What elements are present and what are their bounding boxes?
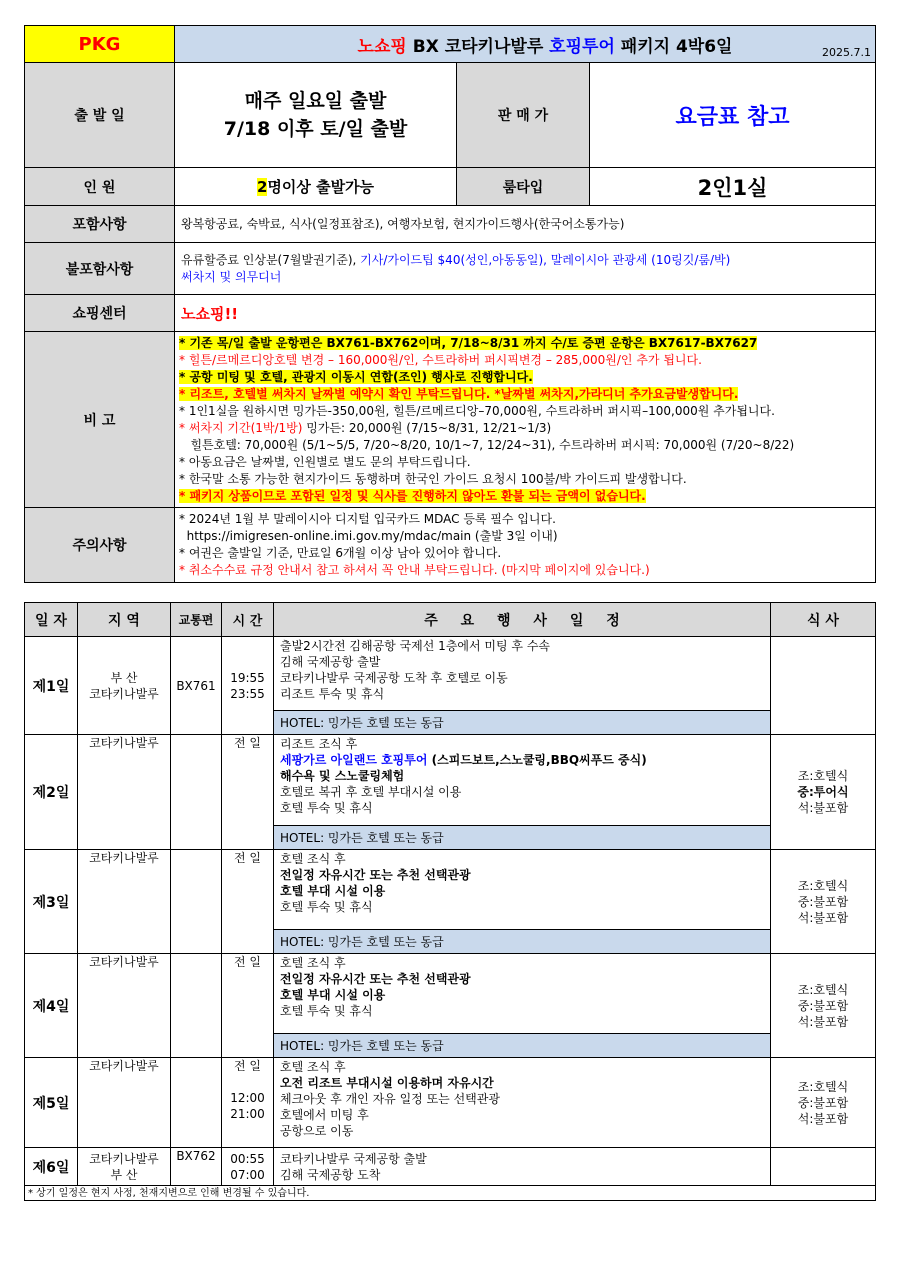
exclude-label: 불포함사항 (25, 243, 175, 295)
day6-row (25, 1148, 876, 1186)
day2-flight (171, 735, 222, 850)
day5-times: 전 일 12:00 21:00 (222, 1058, 274, 1148)
shop-value: 노쇼핑!! (175, 295, 876, 332)
room-value: 2인1실 (590, 168, 876, 206)
include-label: 포함사항 (25, 206, 175, 243)
day6-times: 00:55 07:00 (222, 1148, 274, 1186)
day1-region: 부 산 코타키나발루 (78, 637, 171, 735)
remarks-value (175, 332, 876, 508)
package-title (175, 32, 875, 57)
caution-label: 주의사항 (25, 508, 175, 583)
day3-row (25, 850, 876, 930)
day2-time: 전 일 (222, 735, 274, 850)
price-label: 판 매 가 (457, 63, 590, 168)
day3-flight (171, 850, 222, 954)
room-label: 룸타입 (457, 168, 590, 206)
day4-flight (171, 954, 222, 1058)
day2-row (25, 735, 876, 826)
pkg-label: PKG (25, 26, 175, 63)
day5-label: 제5일 (25, 1058, 78, 1148)
shop-label: 쇼핑센터 (25, 295, 175, 332)
day5-row (25, 1058, 876, 1148)
day1-flight: BX761 (171, 637, 222, 735)
exclude-surcharge: 써차지 및 의무디너 (181, 269, 282, 284)
day4-row (25, 954, 876, 1034)
depart-line1: 매주 일요일 출발 (244, 90, 387, 112)
day5-flight (171, 1058, 222, 1148)
remark-single-room: * 1인1실을 원하시면 밍가든-350,00원, 힐튼/르메르디앙–70,000원, 수트라하버 퍼시픽–100,000원 추가됩니다. (179, 403, 775, 418)
caution-mdac-link[interactable]: https://imigresen-online.imi.gov.my/mdac/main (출발 3일 이내) (179, 529, 558, 543)
header-itinerary: 주 요 행 사 일 정 (274, 603, 771, 637)
day6-label: 제6일 (25, 1148, 78, 1186)
include-value: 왕복항공료, 숙박료, 식사(일정표참조), 여행자보험, 현지가이드행사(한국어소통가능) (175, 206, 876, 243)
remark-child-fare: * 아동요금은 날짜별, 인원별로 별도 문의 부탁드립니다. (179, 454, 471, 469)
title-main: BX 코타키나발루 (406, 36, 550, 57)
package-info-table (24, 25, 876, 583)
day2-label: 제2일 (25, 735, 78, 850)
header-time: 시 간 (222, 603, 274, 637)
day6-region: 코타키나발루 부 산 (78, 1148, 171, 1186)
header-meal: 식 사 (771, 603, 876, 637)
remark-join: * 공항 미팅 및 호텔, 관광지 이동시 연합(조인) 행사로 진행합니다. (179, 369, 533, 384)
day1-meal (771, 637, 876, 735)
people-value (175, 168, 457, 206)
day1-hotel: HOTEL: 밍가든 호텔 또는 동급 (274, 711, 771, 735)
remark-hotel-change: * 힐튼/르메르디앙호텔 변경 – 160,000원/인, 수트라하버 퍼시픽변경 – 285,000원/인 추가 됩니다. (179, 352, 702, 367)
people-label: 인 원 (25, 168, 175, 206)
day2-region: 코타키나발루 (78, 735, 171, 850)
caution-cancel: * 취소수수료 규정 안내서 참고 하셔서 꼭 안내 부탁드립니다. (마지막 페이지에 있습니다.) (179, 563, 650, 577)
day6-flight: BX762 (171, 1148, 222, 1186)
day2-meal: 조:호텔식 중:투어식 석:불포함 (771, 735, 876, 850)
day3-time: 전 일 (222, 850, 274, 954)
day6-meal (771, 1148, 876, 1186)
day6-itinerary: 코타키나발루 국제공항 출발 김해 국제공항 도착 (274, 1148, 771, 1186)
day4-meal: 조:호텔식 중:불포함 석:불포함 (771, 954, 876, 1058)
day5-meal: 조:호텔식 중:불포함 석:불포함 (771, 1058, 876, 1148)
day4-hotel: HOTEL: 밍가든 호텔 또는 동급 (274, 1034, 771, 1058)
depart-label: 출 발 일 (25, 63, 175, 168)
day1-itinerary: 출발2시간전 김해공항 국제선 1층에서 미팅 후 수속 김해 국제공항 출발 코타키나발루 국제공항 도착 후 호텔로 이동 리조트 투숙 및 휴식 (274, 637, 771, 711)
people-min: 2 (256, 178, 268, 196)
remarks-label: 비 고 (25, 332, 175, 508)
people-rest: 명이상 출발가능 (267, 178, 375, 196)
day2-hotel: HOTEL: 밍가든 호텔 또는 동급 (274, 826, 771, 850)
exclude-fuel: 유류할증료 인상분(7월발권기준), (181, 252, 361, 267)
depart-value (175, 63, 457, 168)
day4-itinerary: 호텔 조식 후 전일정 자유시간 또는 추천 선택관광 호텔 부대 시설 이용 호텔 투숙 및 휴식 (274, 954, 771, 1034)
day4-label: 제4일 (25, 954, 78, 1058)
exclude-value (175, 243, 876, 295)
remark-no-refund: * 패키지 상품이므로 포함된 일정 및 식사를 진행하지 않아도 환불 되는 금액이 없습니다. (179, 488, 646, 503)
day4-time: 전 일 (222, 954, 274, 1058)
schedule-footnote: * 상기 일정은 현지 사정, 천재지변으로 인해 변경될 수 있습니다. (25, 1186, 876, 1201)
remark-guide: * 한국말 소통 가능한 현지가이드 동행하며 한국인 가이드 요청시 100불/박 가이드피 발생합니다. (179, 471, 687, 486)
day3-hotel: HOTEL: 밍가든 호텔 또는 동급 (274, 930, 771, 954)
day3-label: 제3일 (25, 850, 78, 954)
remark-surcharge-hotels: 힐튼호텔: 70,000원 (5/1~5/5, 7/20~8/20, 10/1~7, 12/24~31), 수트라하버 퍼시픽: 70,000원 (7/20~8/22) (179, 437, 795, 452)
day5-region: 코타키나발루 (78, 1058, 171, 1148)
day1-row (25, 637, 876, 711)
title-noshopping: 노쇼핑 (357, 36, 407, 57)
header-transport: 교통편 (171, 603, 222, 637)
day2-itinerary: 리조트 조식 후 세팡가르 아일랜드 호핑투어 (스피드보트,스노쿨링,BBQ씨푸드 중식) 해수욕 및 스노쿨링체험 호텔로 복귀 후 호텔 부대시설 이용 호텔 투숙 및 휴식 (274, 735, 771, 826)
exclude-tips: 기사/가이드팁 $40(성인,아동동일), 말레이시아 관광세 (10링깃/룸/박) (360, 252, 731, 267)
caution-mdac: * 2024년 1월 부 말레이시아 디지털 입국카드 MDAC 등록 필수 입니다. (179, 512, 556, 526)
remark-surcharge-check: * 리조트, 호텔별 써차지 날짜별 예약시 확인 부탁드립니다. *날짜별 써차지,가라디너 추가요금발생합니다. (179, 386, 739, 401)
title-tail: 패키지 4박6일 (614, 36, 733, 57)
day5-itinerary: 호텔 조식 후 오전 리조트 부대시설 이용하며 자유시간 체크아웃 후 개인 자유 일정 또는 선택관광 호텔에서 미팅 후 공항으로 이동 (274, 1058, 771, 1148)
day1-times: 19:55 23:55 (222, 637, 274, 735)
caution-value (175, 508, 876, 583)
issue-date: 2025.7.1 (822, 46, 872, 59)
caution-passport: * 여권은 출발일 기준, 만료일 6개월 이상 남아 있어야 합니다. (179, 546, 502, 560)
schedule-table (24, 602, 876, 1201)
day3-itinerary: 호텔 조식 후 전일정 자유시간 또는 추천 선택관광 호텔 부대 시설 이용 호텔 투숙 및 휴식 (274, 850, 771, 930)
day3-region: 코타키나발루 (78, 850, 171, 954)
depart-line2: 7/18 이후 토/일 출발 (223, 118, 408, 140)
title-hopping: 호핑투어 (549, 36, 615, 57)
header-region: 지 역 (78, 603, 171, 637)
day4-region: 코타키나발루 (78, 954, 171, 1058)
day3-meal: 조:호텔식 중:불포함 석:불포함 (771, 850, 876, 954)
header-day: 일 자 (25, 603, 78, 637)
remark-surcharge-period: * 써차지 기간(1박/1방) 밍가든: 20,000원 (7/15~8/31, 12/21~1/3) (179, 420, 552, 435)
day1-label: 제1일 (25, 637, 78, 735)
schedule-header-row (25, 603, 876, 637)
remark-flights: * 기존 목/일 출발 운항편은 BX761-BX762이며, 7/18~8/31 까지 수/토 증편 운항은 BX7617-BX7627 (179, 335, 758, 350)
price-value: 요금표 참고 (590, 63, 876, 168)
title-cell (175, 26, 876, 63)
